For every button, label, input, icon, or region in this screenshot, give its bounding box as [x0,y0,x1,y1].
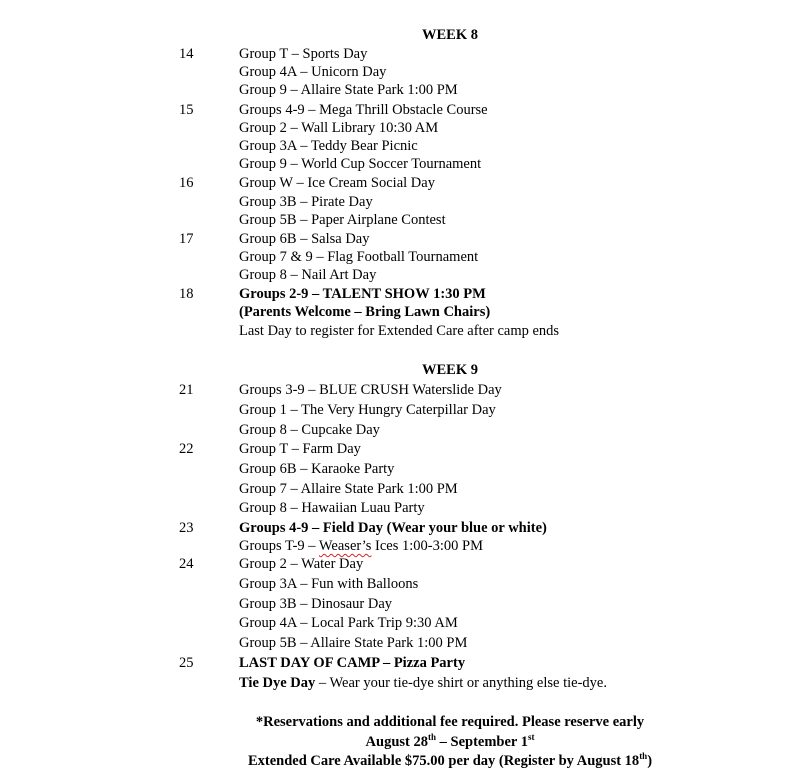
schedule-item: Group 2 – Wall Library 10:30 AM [239,120,439,136]
footer-part: – September 1 [436,734,528,750]
schedule-item: Last Day to register for Extended Care after camp ends [239,323,560,339]
schedule-item-part: Tie Dye Day [239,675,316,691]
schedule-item-part: Groups T-9 – [239,538,319,554]
footer-extended-care [0,752,801,770]
schedule-item-note: (Parents Welcome – Bring Lawn Chairs) [239,304,491,320]
schedule-item: Group 4A – Local Park Trip 9:30 AM [239,615,458,631]
day-number: 15 [179,102,194,118]
day-number: 21 [179,382,194,398]
schedule-item-field-day: Groups 4-9 – Field Day (Wear your blue or white) [239,520,547,536]
schedule-item: Group 8 – Hawaiian Luau Party [239,500,425,516]
schedule-item: Group 8 – Nail Art Day [239,267,377,283]
schedule-item-talent-show: Groups 2-9 – TALENT SHOW 1:30 PM [239,286,486,302]
day-number: 17 [179,231,194,247]
schedule-item: Group 1 – The Very Hungry Caterpillar Day [239,402,496,418]
schedule-item: Group 3B – Pirate Day [239,194,373,210]
footer-dates [0,733,801,751]
day-number: 22 [179,441,194,457]
schedule-item: Group 5B – Allaire State Park 1:00 PM [239,635,468,651]
footer-superscript: th [427,732,436,743]
schedule-item: Group 9 – World Cup Soccer Tournament [239,156,482,172]
schedule-item [239,674,607,692]
day-number: 24 [179,556,194,572]
schedule-item: Group 2 – Water Day [239,556,364,572]
footer-superscript: st [527,732,535,743]
schedule-item: Group T – Farm Day [239,441,361,457]
schedule-item: Groups 4-9 – Mega Thrill Obstacle Course [239,102,488,118]
spellcheck-word: Weaser’s [318,538,372,554]
footer-reservations: *Reservations and additional fee required. Please reserve early [255,714,645,730]
day-number: 14 [179,46,194,62]
day-number: 18 [179,286,194,302]
schedule-item: Group 3B – Dinosaur Day [239,596,393,612]
schedule-item: Group 3A – Fun with Balloons [239,576,419,592]
day-number: 23 [179,520,194,536]
day-number: 25 [179,655,194,671]
schedule-item: Group 5B – Paper Airplane Contest [239,212,446,228]
schedule-item: Group 8 – Cupcake Day [239,422,380,438]
week-9-heading: WEEK 9 [422,362,478,378]
schedule-item: Group 3A – Teddy Bear Picnic [239,138,418,154]
schedule-item: Group 6B – Karaoke Party [239,461,395,477]
footer-part: ) [647,753,653,769]
schedule-item: Group 6B – Salsa Day [239,231,370,247]
schedule-item: Group 7 – Allaire State Park 1:00 PM [239,481,458,497]
schedule-item: Group 9 – Allaire State Park 1:00 PM [239,82,458,98]
footer-part: Extended Care Available $75.00 per day (Register by August 18 [247,753,640,769]
schedule-item-last-day: LAST DAY OF CAMP – Pizza Party [239,655,466,671]
day-number: 16 [179,175,194,191]
schedule-item-part: Ices 1:00-3:00 PM [371,538,483,554]
schedule-item: Group T – Sports Day [239,46,368,62]
schedule-item: Group W – Ice Cream Social Day [239,175,435,191]
footer-part: August 28 [365,734,428,750]
week-8-heading: WEEK 8 [422,27,478,43]
schedule-item: Groups 3-9 – BLUE CRUSH Waterslide Day [239,382,502,398]
schedule-item: Group 4A – Unicorn Day [239,64,387,80]
schedule-item: Group 7 & 9 – Flag Football Tournament [239,249,479,265]
schedule-item-part: – Wear your tie-dye shirt or anything else tie-dye. [315,675,607,691]
schedule-item [239,537,483,555]
footer-superscript: th [639,751,648,762]
